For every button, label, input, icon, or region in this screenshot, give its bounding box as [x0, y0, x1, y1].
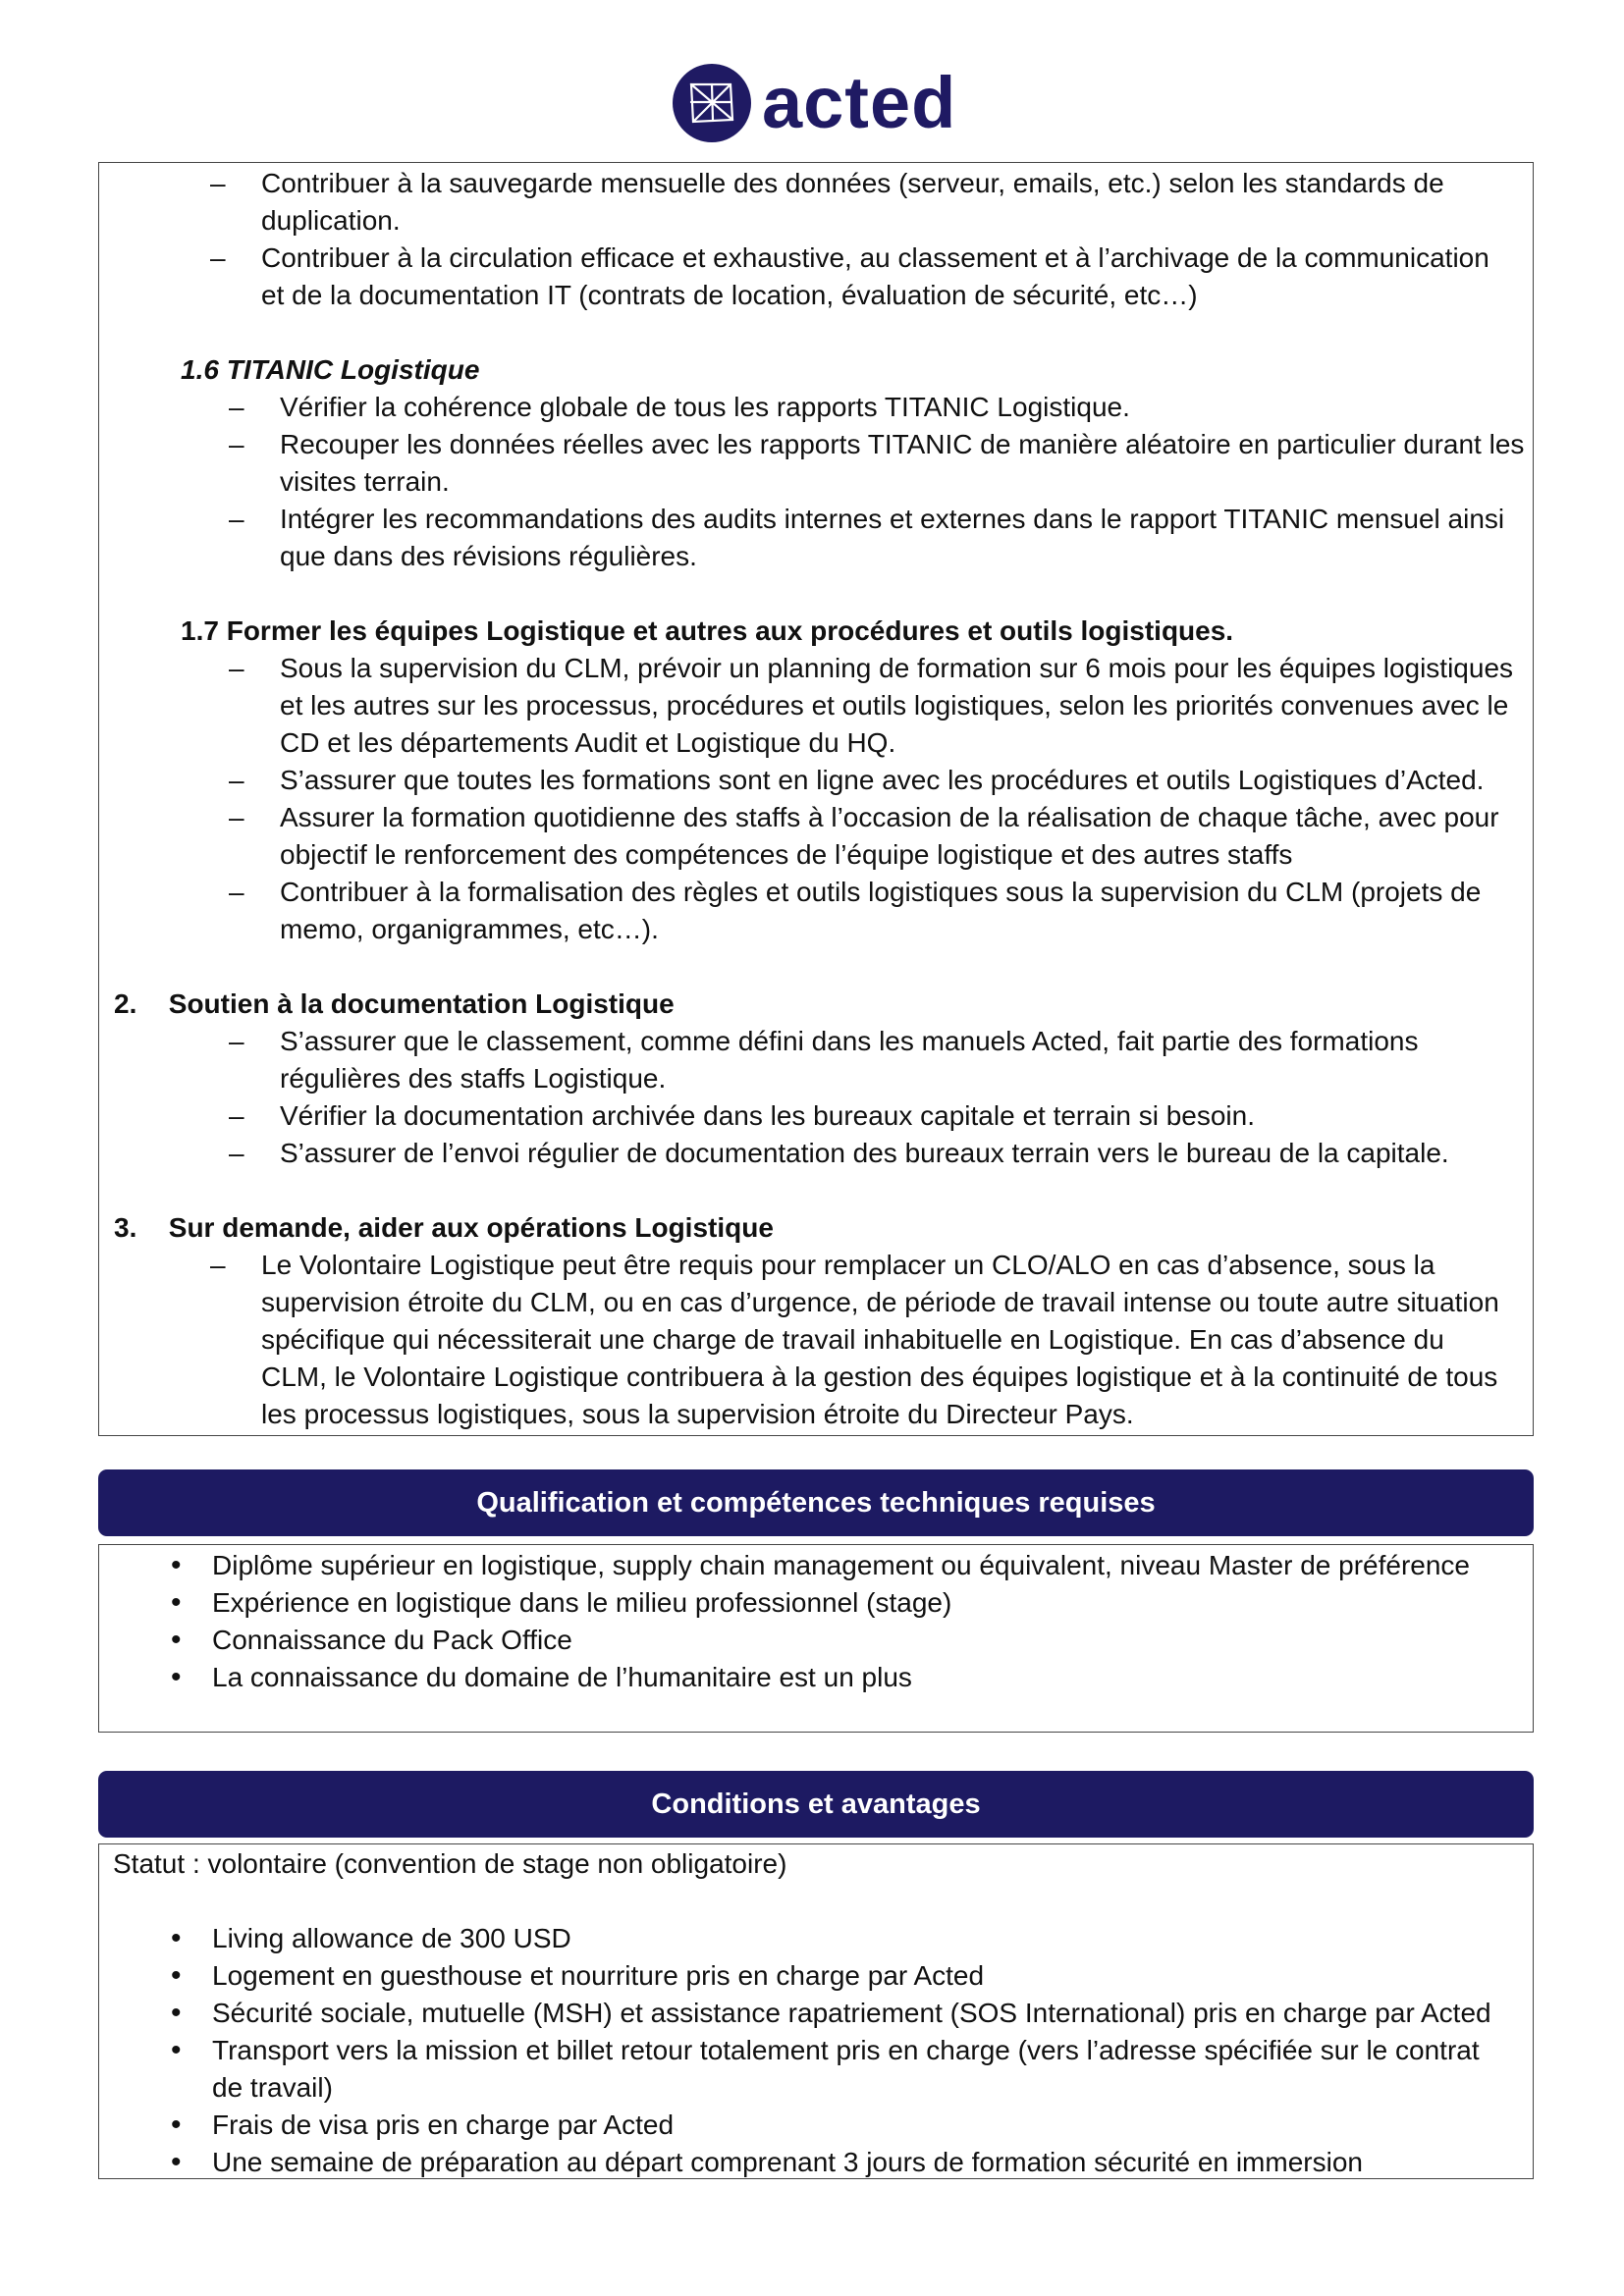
list-item-cont: de travail) [212, 2072, 333, 2103]
heading-number: 1.6 [181, 354, 219, 385]
list-item: • Une semaine de préparation au départ comprenant 3 jours de formation sécurité en immersion [212, 2144, 1363, 2181]
list-item: • Living allowance de 300 USD [212, 1920, 571, 1957]
heading-title: TITANIC Logistique [226, 354, 480, 385]
list-item: – Assurer la formation quotidienne des staffs à l’occasion de la réalisation de chaque tâche, avec pour [280, 799, 1499, 836]
conditions-header [98, 1771, 1534, 1838]
list-item: • Expérience en logistique dans le milieu professionnel (stage) [212, 1584, 951, 1622]
list-item: – Contribuer à la circulation efficace et exhaustive, au classement et à l’archivage de la communication [261, 240, 1489, 277]
list-item-cont: les processus logistiques, sous la supervision étroite du Directeur Pays. [261, 1399, 1134, 1429]
list-item-cont: que dans des révisions régulières. [280, 541, 697, 571]
acted-logo [672, 57, 966, 149]
list-item: – Recouper les données réelles avec les rapports TITANIC de manière aléatoire en particulier durant les [280, 426, 1524, 463]
heading-title: Former les équipes Logistique et autres aux procédures et outils logistiques. [226, 615, 1234, 646]
list-item: – Le Volontaire Logistique peut être requis pour remplacer un CLO/ALO en cas d’absence, sous la [261, 1247, 1435, 1284]
list-item-cont: et les autres sur les processus, procédures et outils logistiques, selon les priorités convenues avec le [280, 690, 1509, 721]
list-item-cont: visites terrain. [280, 466, 450, 497]
list-item: – S’assurer que le classement, comme défini dans les manuels Acted, fait partie des formations [280, 1023, 1418, 1060]
list-item: – Vérifier la cohérence globale de tous les rapports TITANIC Logistique. [280, 389, 1130, 426]
acted-wordmark: acted [762, 62, 957, 143]
list-item: • Transport vers la mission et billet retour totalement pris en charge (vers l’adresse spécifiée sur le contrat [212, 2032, 1480, 2069]
list-item: • Sécurité sociale, mutuelle (MSH) et assistance rapatriement (SOS International) pris en charge par Acted [212, 1995, 1491, 2032]
list-item: – Contribuer à la sauvegarde mensuelle des données (serveur, emails, etc.) selon les standards de [261, 165, 1444, 202]
list-item: – Vérifier la documentation archivée dans les bureaux capitale et terrain si besoin. [280, 1097, 1255, 1135]
statut-text: Statut : volontaire (convention de stage non obligatoire) [113, 1848, 787, 1879]
list-item-cont: supervision étroite du CLM, ou en cas d’urgence, de période de travail intense ou toute autre situation [261, 1287, 1499, 1317]
heading-1-7 [181, 613, 1233, 650]
list-item: • Connaissance du Pack Office [212, 1622, 572, 1659]
list-item-cont: régulières des staffs Logistique. [280, 1063, 667, 1094]
list-item-cont: duplication. [261, 205, 401, 236]
list-item: – S’assurer de l’envoi régulier de documentation des bureaux terrain vers le bureau de la capitale. [280, 1135, 1449, 1172]
heading-number: 2. [114, 988, 137, 1019]
qualification-title: Qualification et compétences techniques requises [476, 1486, 1156, 1519]
list-item-cont: CLM, le Volontaire Logistique contribuera à la gestion des équipes logistique et à la continuité de tous [261, 1362, 1498, 1392]
list-item: – Contribuer à la formalisation des règles et outils logistiques sous la supervision du CLM (projets de [280, 874, 1481, 911]
list-item: – Sous la supervision du CLM, prévoir un planning de formation sur 6 mois pour les équipes logistiques [280, 650, 1513, 687]
conditions-title: Conditions et avantages [651, 1788, 981, 1820]
heading-title: Sur demande, aider aux opérations Logistique [168, 1212, 774, 1243]
heading-title: Soutien à la documentation Logistique [168, 988, 675, 1019]
heading-3 [114, 1209, 774, 1247]
list-item: • Logement en guesthouse et nourriture pris en charge par Acted [212, 1957, 984, 1995]
qualification-header [98, 1469, 1534, 1536]
list-item: • Diplôme supérieur en logistique, supply chain management ou équivalent, niveau Master de préférence [212, 1547, 1470, 1584]
list-item-cont: memo, organigrammes, etc…). [280, 914, 659, 944]
list-item: – Intégrer les recommandations des audits internes et externes dans le rapport TITANIC mensuel ainsi [280, 501, 1504, 538]
list-item: • Frais de visa pris en charge par Acted [212, 2107, 674, 2144]
acted-globe-icon [672, 63, 752, 143]
list-item-cont: spécifique qui nécessiterait une charge de travail inhabituelle en Logistique. En cas d’absence du [261, 1324, 1444, 1355]
heading-number: 1.7 [181, 615, 219, 646]
heading-number: 3. [114, 1212, 137, 1243]
list-item-cont: CD et les départements Audit et Logistique du HQ. [280, 727, 896, 758]
heading-1-6 [181, 351, 479, 389]
list-item-cont: objectif le renforcement des compétences de l’équipe logistique et des autres staffs [280, 839, 1293, 870]
list-item: – S’assurer que toutes les formations sont en ligne avec les procédures et outils Logistiques d’Acted. [280, 762, 1484, 799]
heading-2 [114, 986, 675, 1023]
list-item-cont: et de la documentation IT (contrats de location, évaluation de sécurité, etc…) [261, 280, 1198, 310]
list-item: • La connaissance du domaine de l’humanitaire est un plus [212, 1659, 912, 1696]
